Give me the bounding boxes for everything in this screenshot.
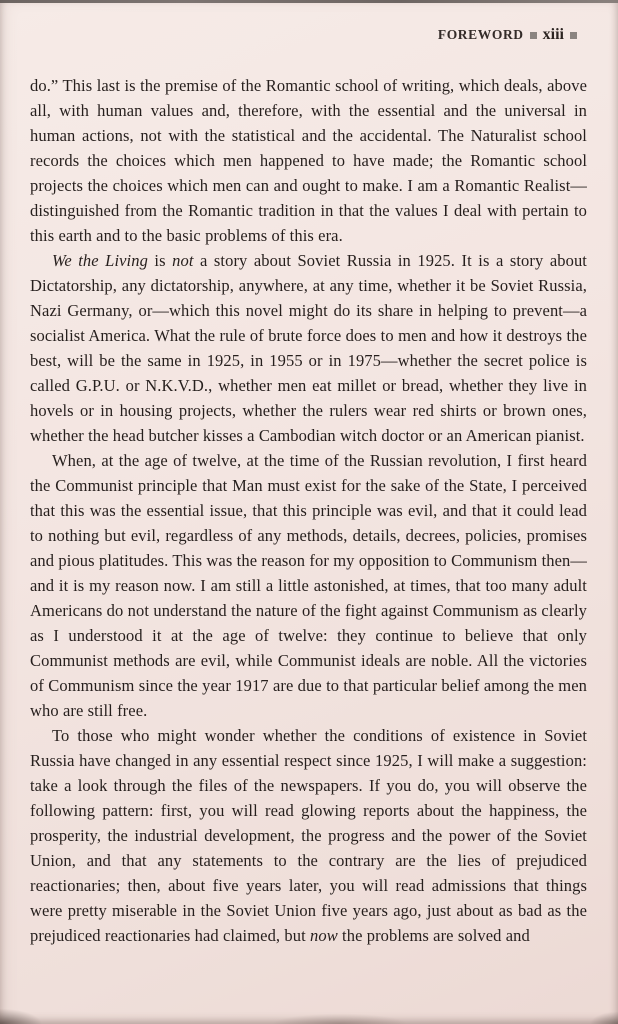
square-separator-icon (570, 32, 577, 39)
square-separator-icon (530, 32, 537, 39)
text-run: When, at the age of twelve, at the time of the Russian revolution, I first heard the Communist principle that Man must exist for the sake of the State, I perceived that this was the essential issue, that this principle was evil, and that it could lead to nothing but evil, regardless of any methods, details, decrees, policies, promises and pious platitudes. This was the reason for my opposition to Communism then—and it is my reason now. I am still a little astonished, at times, that too many adult Americans do not understand the nature of the fight against Communism as clearly as I understood it at the age of twelve: they continue to believe that only Communist methods are evil, while Communist ideals are noble. All the victories of Communism since the year 1917 are due to that particular belief among the men who are still free. (30, 451, 587, 720)
text-run: do.” This last is the premise of the Romantic school of writing, which deals, above all, with human values and, therefore, with the essential and the universal in human actions, not with the statistical and the accidental. The Naturalist school records the choices which men happened to have made; the Romantic school projects the choices which men can and ought to make. I am a Romantic Realist—distinguished from the Romantic tradition in that the values I deal with pertain to this earth and to the basic problems of this era. (30, 76, 587, 245)
text-run: is (147, 251, 173, 270)
text-run: To those who might wonder whether the conditions of existence in Soviet Russia have changed in any essential respect since 1925, I will make a suggestion: take a look through the files of the newspapers. If you do, you will observe the following pattern: first, you will read glowing reports about the happiness, the prosperity, the industrial development, the progress and the power of the Soviet Union, and that any statements to the contrary are the lies of prejudiced reactionaries; then, about five years later, you will read admissions that things were pretty miserable in the Soviet Union five years ago, just about as bad as the prejudiced reactionaries had claimed, but (30, 726, 587, 945)
paragraph (30, 448, 587, 723)
text-run: a story about Soviet Russia in 1925. It is a story about Dictatorship, any dictatorship, anywhere, at any time, whether it be Soviet Russia, Nazi Germany, or—which this novel might do its share in helping to prevent—a socialist America. What the rule of brute force does to men and how it destroys the best, will be the same in 1925, in 1955 or in 1975—whether the secret police is called G.P.U. or N.K.V.D., whether men eat millet or bread, whether they live in hovels or in housing projects, whether the rulers wear red shirts or brown ones, whether the head butcher kisses a Cambodian witch doctor or an American pianist. (30, 251, 587, 445)
paragraph (30, 723, 587, 948)
page-header (30, 26, 587, 44)
italic-text-run: We the Living (52, 251, 148, 270)
italic-text-run: now (310, 926, 338, 945)
italic-text-run: not (172, 251, 194, 270)
body-text (30, 73, 587, 948)
paragraph (30, 73, 587, 248)
section-title: FOREWORD (437, 27, 524, 42)
page-number: xiii (542, 26, 564, 43)
text-run: the problems are solved and (337, 926, 530, 945)
paragraph (30, 248, 587, 448)
